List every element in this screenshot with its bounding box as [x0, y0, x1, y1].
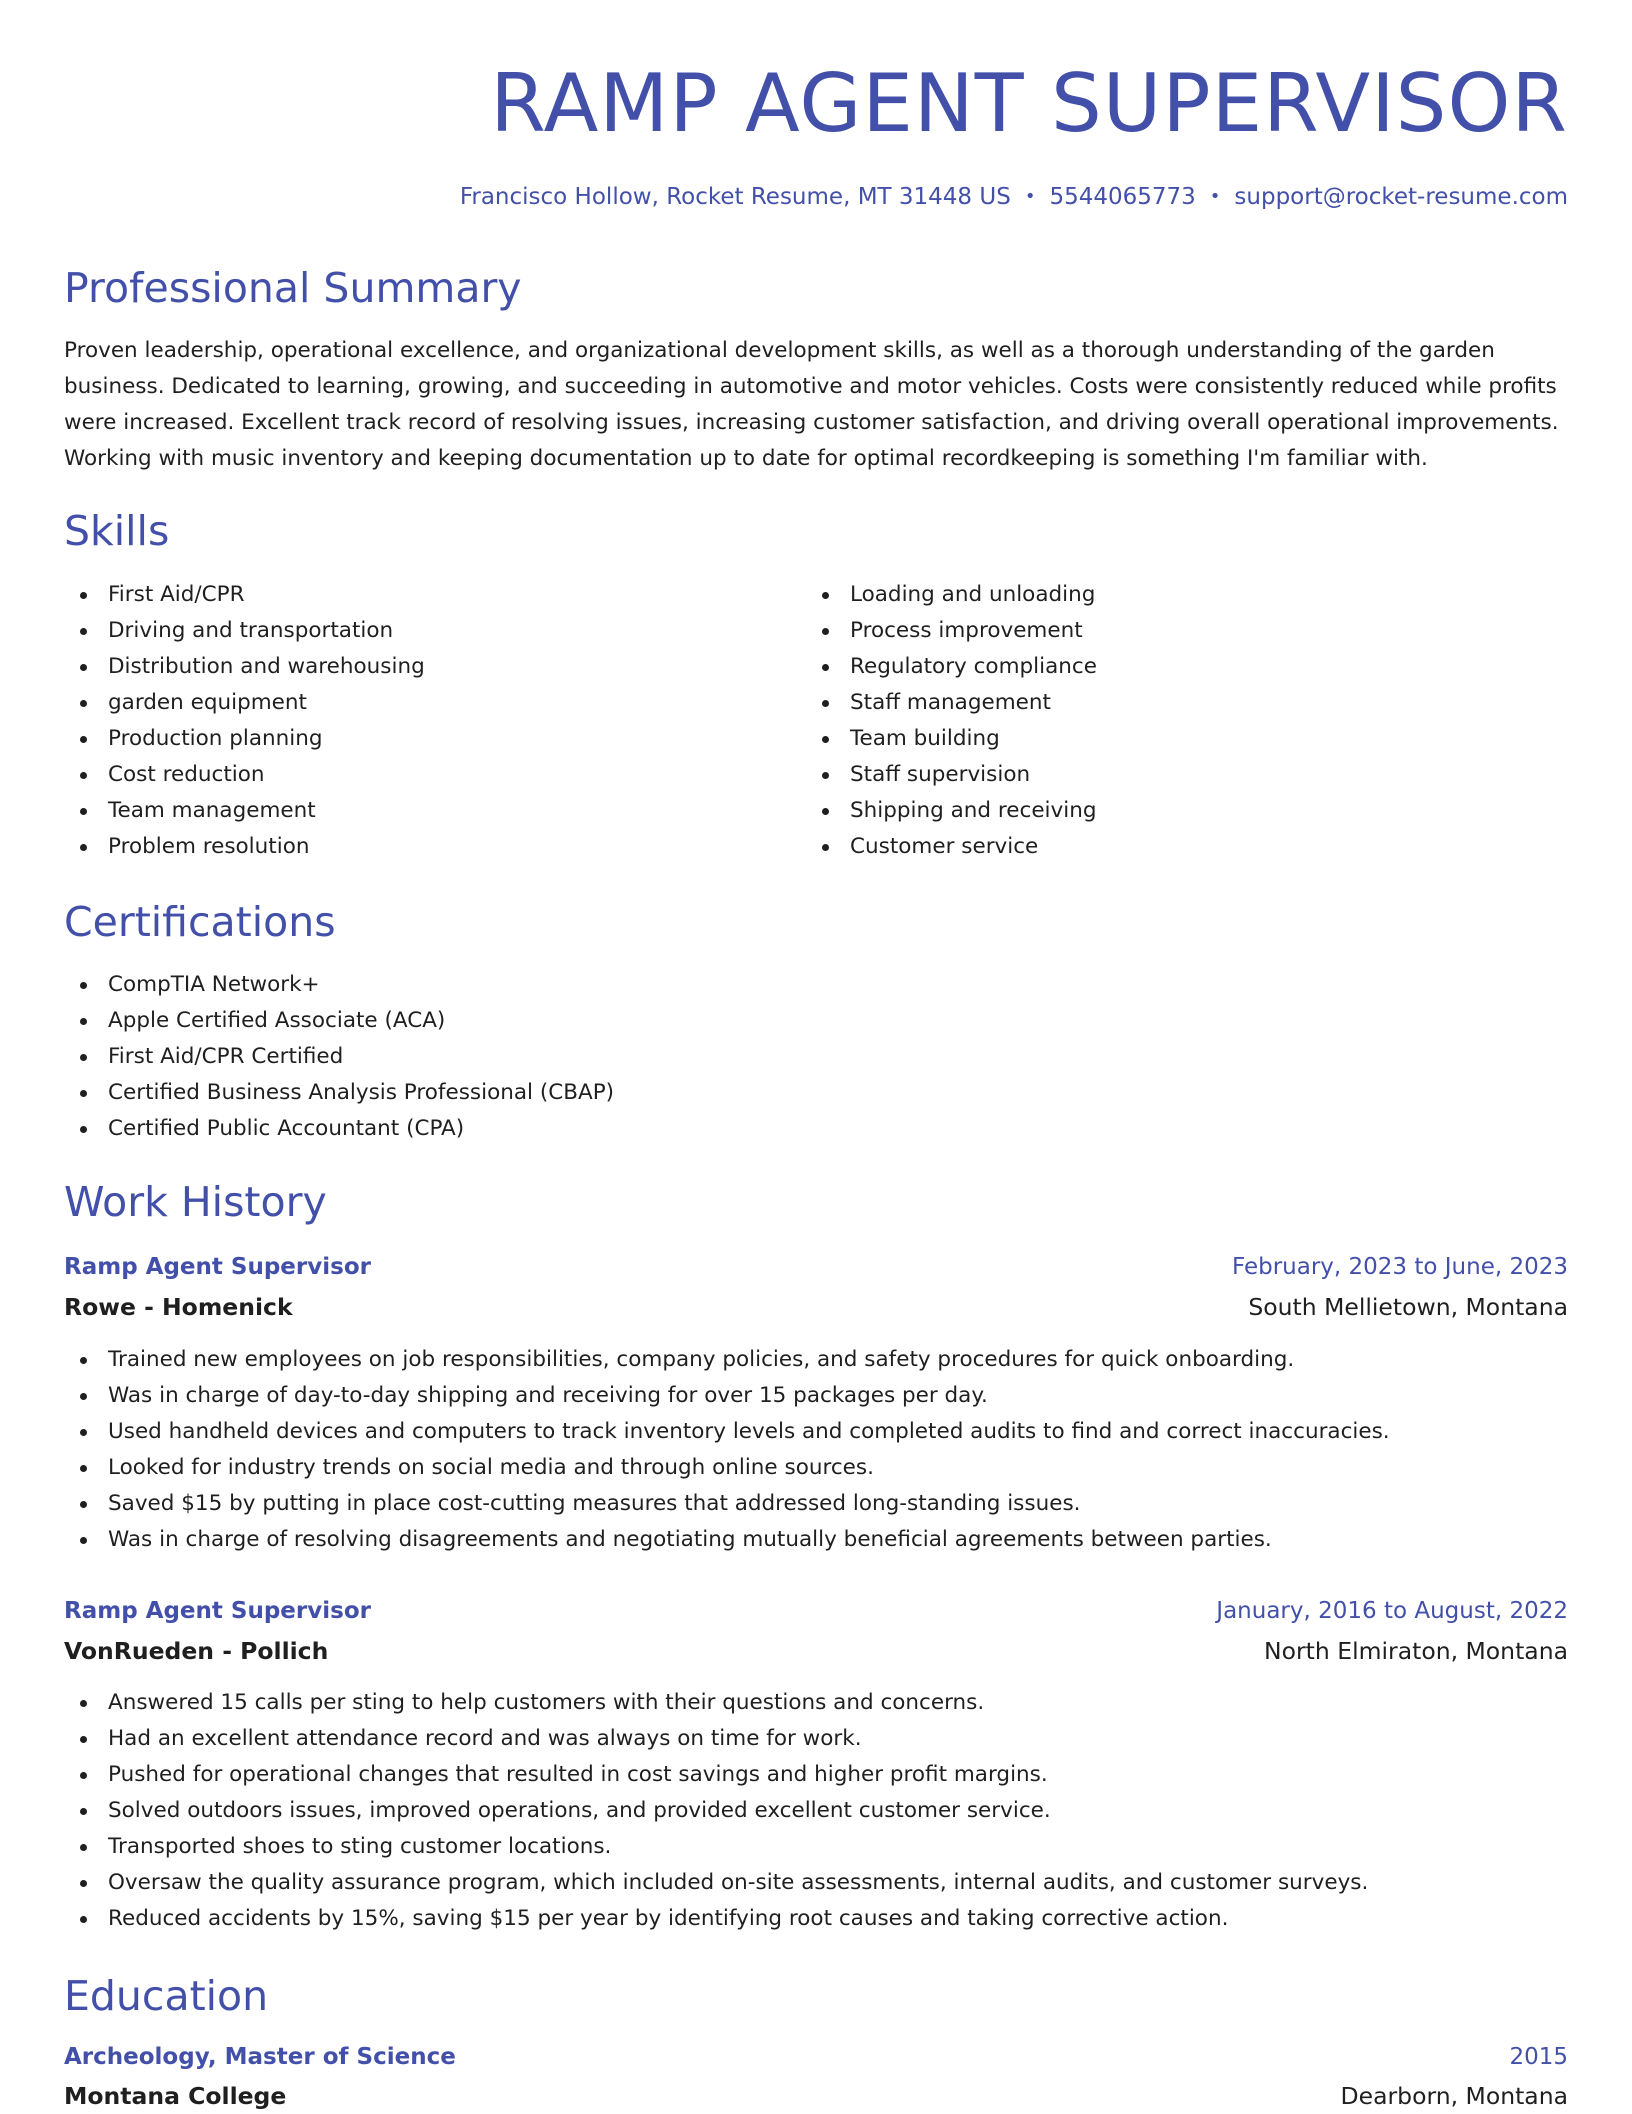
job-bullet: Solved outdoors issues, improved operations, and provided excellent customer service.	[64, 1793, 1568, 1829]
job-bullet: Oversaw the quality assurance program, which included on-site assessments, internal audits, and customer surveys.	[64, 1865, 1568, 1901]
work-history-heading: Work History	[64, 1178, 327, 1226]
job-bullets	[64, 1342, 1568, 1558]
skill-item: Team building	[806, 721, 1546, 757]
job-bullet: Used handheld devices and computers to track inventory levels and completed audits to find and correct inaccuracies.	[64, 1414, 1568, 1450]
skill-item: Problem resolution	[64, 829, 804, 865]
job-dates: February, 2023 to June, 2023	[1231, 1254, 1568, 1280]
skills-list-right	[806, 577, 1546, 865]
skill-item: Staff management	[806, 685, 1546, 721]
job-location: South Mellietown, Montana	[1248, 1293, 1568, 1321]
resume-name: RAMP AGENT SUPERVISOR	[490, 57, 1568, 150]
skill-item: First Aid/CPR	[64, 577, 804, 613]
skill-item: Customer service	[806, 829, 1546, 865]
skill-item: Regulatory compliance	[806, 649, 1546, 685]
education-school-row	[64, 2078, 1568, 2114]
skill-item: Shipping and receiving	[806, 793, 1546, 829]
job-bullet: Was in charge of day-to-day shipping and receiving for over 15 packages per day.	[64, 1378, 1568, 1414]
job-title-row	[64, 1594, 1568, 1628]
skill-item: Distribution and warehousing	[64, 649, 804, 685]
certifications-list	[64, 967, 1568, 1147]
skills-list-left	[64, 577, 804, 865]
job-bullet: Was in charge of resolving disagreements and negotiating mutually beneficial agreements between parties.	[64, 1522, 1568, 1558]
skill-item: garden equipment	[64, 685, 804, 721]
skill-item: Driving and transportation	[64, 613, 804, 649]
skill-item: Team management	[64, 793, 804, 829]
job-bullet: Trained new employees on job responsibilities, company policies, and safety procedures for quick onboarding.	[64, 1342, 1568, 1378]
education-year: 2015	[1509, 2044, 1568, 2070]
job-company: Rowe - Homenick	[64, 1293, 293, 1321]
skills-heading: Skills	[64, 507, 170, 555]
job-title-row	[64, 1250, 1568, 1284]
skill-item: Process improvement	[806, 613, 1546, 649]
certification-item: Certified Business Analysis Professional (CBAP)	[64, 1075, 1568, 1111]
education-location: Dearborn, Montana	[1340, 2082, 1568, 2110]
job-bullet: Looked for industry trends on social media and through online sources.	[64, 1450, 1568, 1486]
contact-email: support@rocket-resume.com	[1234, 184, 1568, 210]
job-bullet: Transported shoes to sting customer locations.	[64, 1829, 1568, 1865]
summary-text: Proven leadership, operational excellence, and organizational development skills, as well as a thorough understanding of the garden business. Dedicated to learning, growing, and succeeding in automotive and motor vehicles. Costs were consistently reduced while profits were increased. Excellent track record of resolving issues, increasing customer satisfaction, and driving overall operational improvements. Working with music inventory and keeping documentation up to date for optimal recordkeeping is something I'm familiar with.	[64, 338, 1559, 471]
job-bullets	[64, 1685, 1568, 1937]
job-bullet: Answered 15 calls per sting to help customers with their questions and concerns.	[64, 1685, 1568, 1721]
certification-item: Apple Certified Associate (ACA)	[64, 1003, 1568, 1039]
contact-separator: •	[1209, 186, 1221, 207]
skill-item: Loading and unloading	[806, 577, 1546, 613]
skill-item: Cost reduction	[64, 757, 804, 793]
job-bullet: Pushed for operational changes that resulted in cost savings and higher profit margins.	[64, 1757, 1568, 1793]
skill-item: Staff supervision	[806, 757, 1546, 793]
job-dates: January, 2016 to August, 2022	[1216, 1598, 1568, 1624]
education-heading: Education	[64, 1972, 269, 2020]
summary-heading: Professional Summary	[64, 264, 522, 312]
certification-item: Certified Public Accountant (CPA)	[64, 1111, 1568, 1147]
job-title: Ramp Agent Supervisor	[64, 1598, 371, 1624]
job-company: VonRueden - Pollich	[64, 1637, 329, 1665]
contact-separator: •	[1024, 186, 1036, 207]
certifications-heading: Certifications	[64, 898, 336, 946]
job-bullet: Had an excellent attendance record and was always on time for work.	[64, 1721, 1568, 1757]
certification-item: CompTIA Network+	[64, 967, 1568, 1003]
job-bullet: Reduced accidents by 15%, saving $15 per year by identifying root causes and taking corrective action.	[64, 1901, 1568, 1937]
contact-address: Francisco Hollow, Rocket Resume, MT 31448 US	[459, 184, 1011, 210]
certification-item: First Aid/CPR Certified	[64, 1039, 1568, 1075]
contact-phone: 5544065773	[1049, 184, 1196, 210]
education-degree-row	[64, 2040, 1568, 2074]
education-degree: Archeology, Master of Science	[64, 2044, 456, 2070]
job-bullet: Saved $15 by putting in place cost-cutting measures that addressed long-standing issues.	[64, 1486, 1568, 1522]
job-title: Ramp Agent Supervisor	[64, 1254, 371, 1280]
skill-item: Production planning	[64, 721, 804, 757]
job-org-row	[64, 1289, 1568, 1325]
job-location: North Elmiraton, Montana	[1264, 1637, 1568, 1665]
contact-line	[460, 180, 1568, 214]
education-school: Montana College	[64, 2082, 287, 2110]
job-org-row	[64, 1633, 1568, 1669]
